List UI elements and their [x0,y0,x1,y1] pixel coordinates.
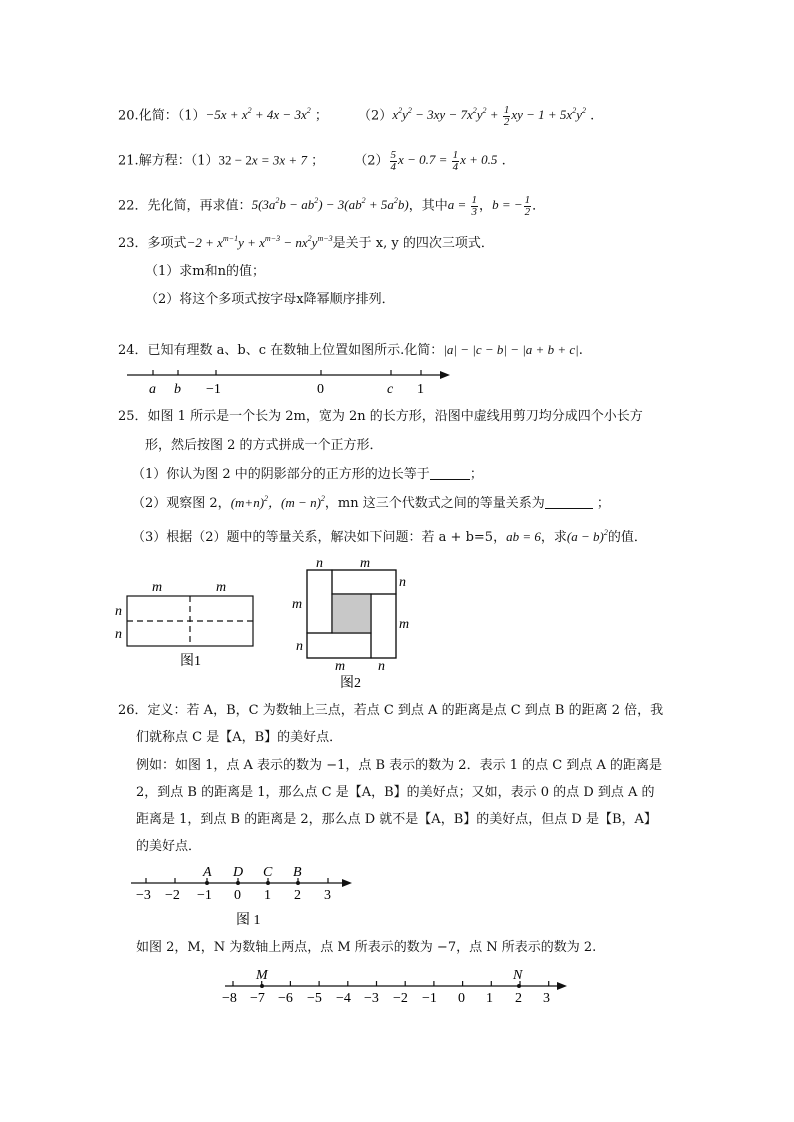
question-number: 25． [118,409,148,424]
sub-question-text: ，mn 这三个代数式之间的等量关系为 [324,496,545,511]
figure-caption: 图2 [340,676,361,691]
label-c: c [387,382,394,397]
expression: |a| − |c − b| − |a + b + c| [443,342,579,357]
end-mark: . [578,343,583,358]
arrow-head [557,982,567,990]
question-text: 如图 1 所示是一个长为 2m，宽为 2n 的长方形，沿图中虚线用剪刀均分成四个小长方 [147,409,643,424]
point-label-N: N [513,968,523,983]
question-label: 先化简，再求值： [147,198,252,214]
tick-label: 2 [294,888,301,903]
question-text: 定义：若 A，B，C 为数轴上三点，若点 C 到点 A 的距离是点 C 到点 B 的距离 2 倍，我 [147,703,664,718]
expression: $x^2y^2 - 3xy - 7x^2y^2$ + $\frac{1}{2}$ xy − $1 + 5x^2y^2$ [392,104,586,128]
sub-question-text: ，求 [540,530,567,545]
label-neg1: −1 [206,382,221,397]
tick-label: −8 [222,991,237,1006]
question-number: 23． [118,236,148,251]
expression: $(a - b)^2$ [566,528,608,544]
expression: $-5x + x^2 + 4x - 3x^2$ [205,106,311,123]
end-mark: . [501,153,506,169]
end-mark: . [590,108,595,124]
tick-label: −7 [250,991,265,1006]
label-n: n [399,575,406,590]
expression: $5(3a^2b - ab^2) - 3(ab^2 + 5a^2b)$ [251,196,409,213]
part-label: （1） [177,108,206,124]
question-label: 化简： [138,108,178,124]
sub-question-text: （3）根据（2）题中的等量关系，解决如下问题：若 a + b=5， [132,530,507,545]
expression: ab = 6 [506,529,541,544]
figure-caption: 图1 [180,654,201,669]
point-label-B: B [293,865,302,880]
tick-label: 1 [486,991,493,1006]
sub-question-2: （2）将这个多项式按字母x降幂顺序排列． [145,292,395,307]
label-m: m [335,659,346,674]
example-text: 距离是 1，到点 B 的距离是 2，那么点 D 就不是【A，B】的美好点，但点 D 是【B，A】 [136,812,657,827]
end-mark: ； [469,467,483,482]
tick-label: 0 [458,991,465,1006]
example-text: 的美好点． [136,839,202,854]
sub-question-text: （2）观察图 2， [132,496,231,511]
question-label: 多项式 [147,236,187,251]
question-label: 解方程： [138,153,191,169]
separator: ； [311,153,325,169]
label-m: m [216,580,227,595]
question-number: 20. [118,108,139,124]
value-a: a = $\frac{1}{3}$ [447,194,478,218]
expression: 32 − 2x = 3x + 7 [218,152,307,168]
value-b: b = − $\frac{1}{2}$ [492,194,531,218]
question-number: 22． [118,198,148,214]
figure-caption: 图 1 [236,913,261,928]
label-m: m [399,617,410,632]
sub-question-text: 的值． [607,530,647,545]
part-label: （2） [354,153,389,169]
expression: $(m+n)^2$，$(m - n)^2$ [230,494,325,510]
tick-label: 1 [264,888,271,903]
question-text: 是关于 x, y 的四次三项式． [332,236,494,251]
label-m: m [360,556,371,571]
point-dot [260,984,264,988]
question-text-cont: 如图 2，M，N 为数轴上两点，点 M 所表示的数为 −7，点 N 所表示的数为 2. [136,940,597,955]
point-label-M: M [256,968,268,983]
label-b: b [174,382,181,397]
question-text-cont: 们就称点 C 是【A，B】的美好点． [136,730,343,745]
question-number: 24． [118,343,148,358]
tick-label: −3 [136,888,151,903]
tick-label: 2 [515,991,522,1006]
label-n: n [115,627,122,642]
question-text-cont: 形，然后按图 2 的方式拼成一个正方形． [145,438,383,453]
separator: ； [314,108,328,124]
label-n: n [296,639,303,654]
label-m: m [292,597,303,612]
label-m: m [152,580,163,595]
sub-question-text: （1）你认为图 2 中的阴影部分的正方形的边长等于 [132,467,430,482]
label-1: 1 [417,382,424,397]
expression: $\frac{5}{4}$ x − 0.7 = $\frac{1}{4}$ x + 0.5 [390,149,498,173]
label-n: n [115,604,122,619]
sub-question-1: （1）求m和n的值； [145,264,265,279]
example-text: 2，到点 B 的距离是 1，那么点 C 是【A，B】的美好点；又如，表示 0 的点 D 到点 A 的 [136,785,655,800]
end-mark: ． [532,198,546,214]
label-n: n [316,556,323,571]
connector-text: ，其中 [408,198,448,214]
tick-label: −1 [422,991,437,1006]
part-label: （2） [358,108,393,124]
point-label-D: D [233,865,244,880]
question-text: 已知有理数 a、b、c 在数轴上位置如图所示.化简： [147,343,444,358]
label-0: 0 [317,382,324,397]
tick-label: −4 [336,991,351,1006]
expression: $-2 + x^{m-1}y + x^{m-3} - nx^2y^{m-3}$ [186,234,333,250]
point-label-C: C [263,865,273,880]
tick-label: 3 [543,991,550,1006]
tick-label: −1 [197,888,212,903]
point-label-A: A [203,865,212,880]
label-n: n [378,659,385,674]
part-label: （1） [190,153,219,169]
tick-label: −6 [278,991,293,1006]
question-number: 26． [118,703,148,718]
tick-label: 0 [234,888,241,903]
tick-label: −5 [307,991,322,1006]
example-text: 例如：如图 1，点 A 表示的数为 −1，点 B 表示的数为 2．表示 1 的点 C 到点 A 的距离是 [136,758,662,773]
point-dot [517,984,521,988]
label-a: a [149,382,156,397]
end-mark: ； [596,496,610,511]
tick-label: −3 [364,991,379,1006]
question-22: 22．先化简，再求值：$5(3a^2b - ab^2) - 3(ab^2 + 5a^2b)$，其中a = $\frac{1}{3}$ ，b = − $\frac{1}{2}$ ． [118,194,546,218]
question-number: 21. [118,153,139,169]
tick-label: 3 [324,888,331,903]
tick-label: −2 [165,888,180,903]
tick-label: −2 [393,991,408,1006]
